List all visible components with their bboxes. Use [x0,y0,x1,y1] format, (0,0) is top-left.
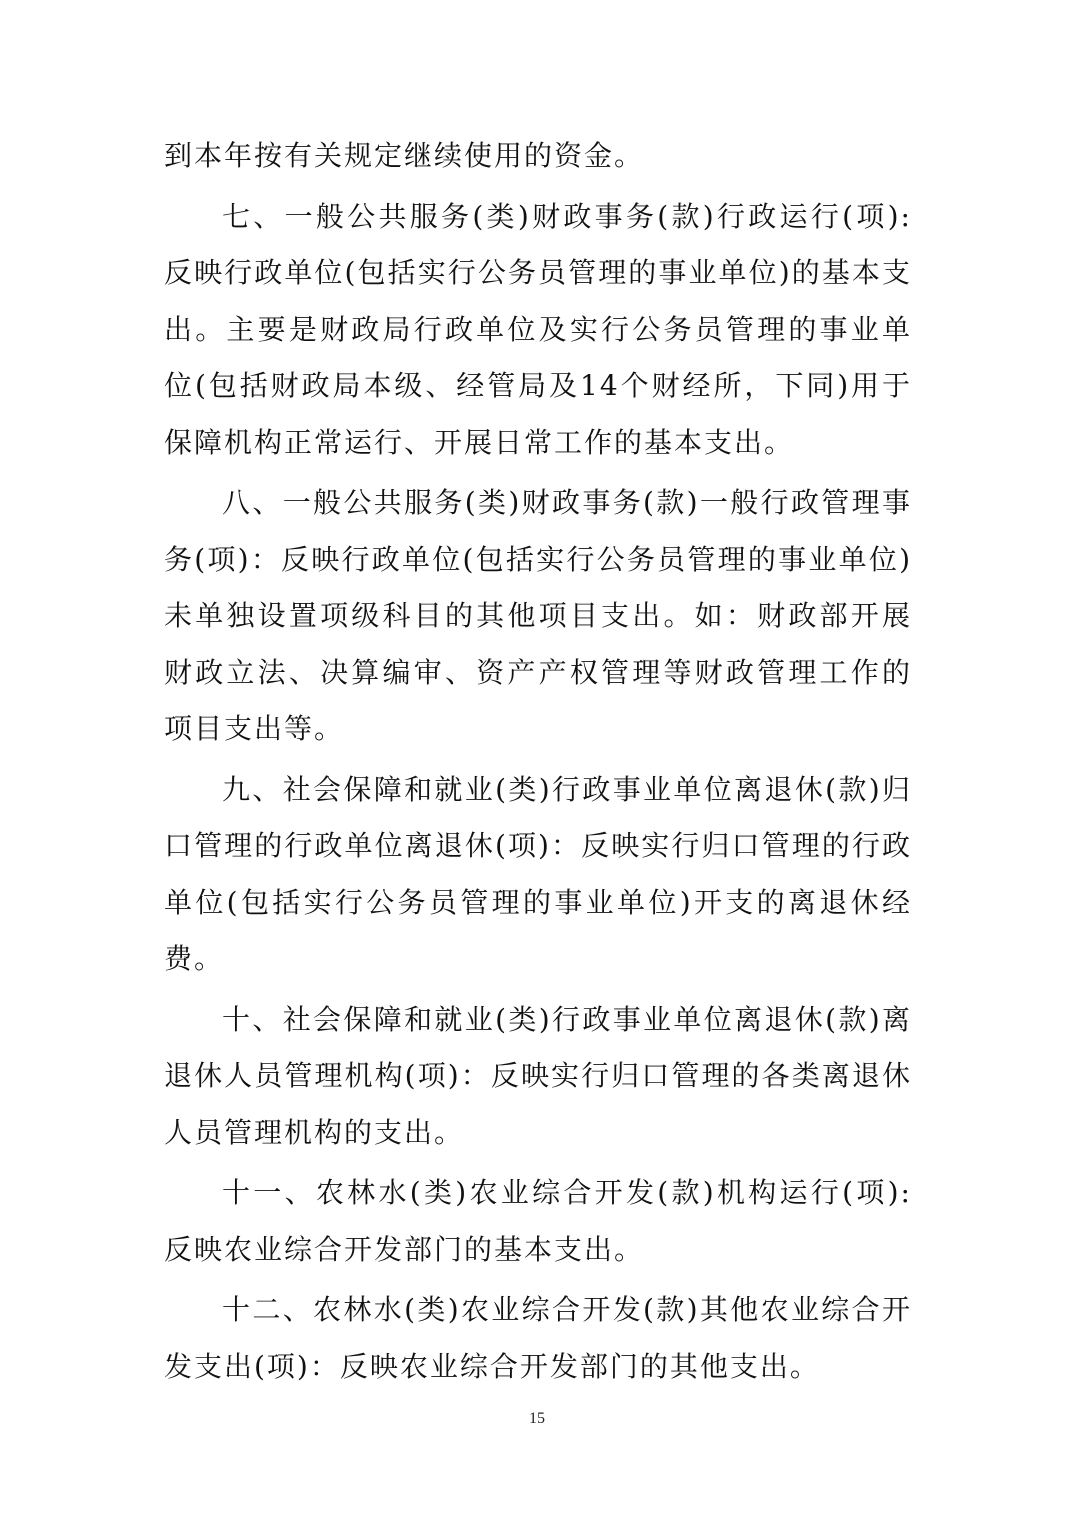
paragraph-continuation: 到本年按有关规定继续使用的资金。 [164,139,645,172]
body-text [164,128,912,1399]
paragraph-item-7: 七、一般公共服务(类)财政事务(款)行政运行(项): 反映行政单位(包括实行公务员管理的事业单位)的基本支出。主要是财政局行政单位及实行公务员管理的事业单位(包括财政局本级、经管局及14个财经所，下同)用于保障机构正常运行、开展日常工作的基本支出。 [164,199,912,459]
paragraph-item-11: 十一、农林水(类)农业综合开发(款)机构运行(项): 反映农业综合开发部门的基本支出。 [164,1176,912,1266]
paragraph-item-9: 九、社会保障和就业(类)行政事业单位离退休(款)归口管理的行政单位离退休(项)：反映实行归口管理的行政单位(包括实行公务员管理的事业单位)开支的离退休经费。 [164,772,912,975]
page-number: 15 [529,1410,545,1427]
paragraph-item-12: 十二、农林水(类)农业综合开发(款)其他农业综合开发支出(项)：反映农业综合开发部门的其他支出。 [164,1293,912,1383]
paragraph-item-10: 十、社会保障和就业(类)行政事业单位离退休(款)离退休人员管理机构(项)：反映实行归口管理的各类离退休人员管理机构的支出。 [164,1002,912,1149]
paragraph-item-8: 八、一般公共服务(类)财政事务(款)一般行政管理事务(项)：反映行政单位(包括实行公务员管理的事业单位)未单独设置项级科目的其他项目支出。如：财政部开展财政立法、决算编审、资产产权管理等财政管理工作的项目支出等。 [164,486,912,745]
